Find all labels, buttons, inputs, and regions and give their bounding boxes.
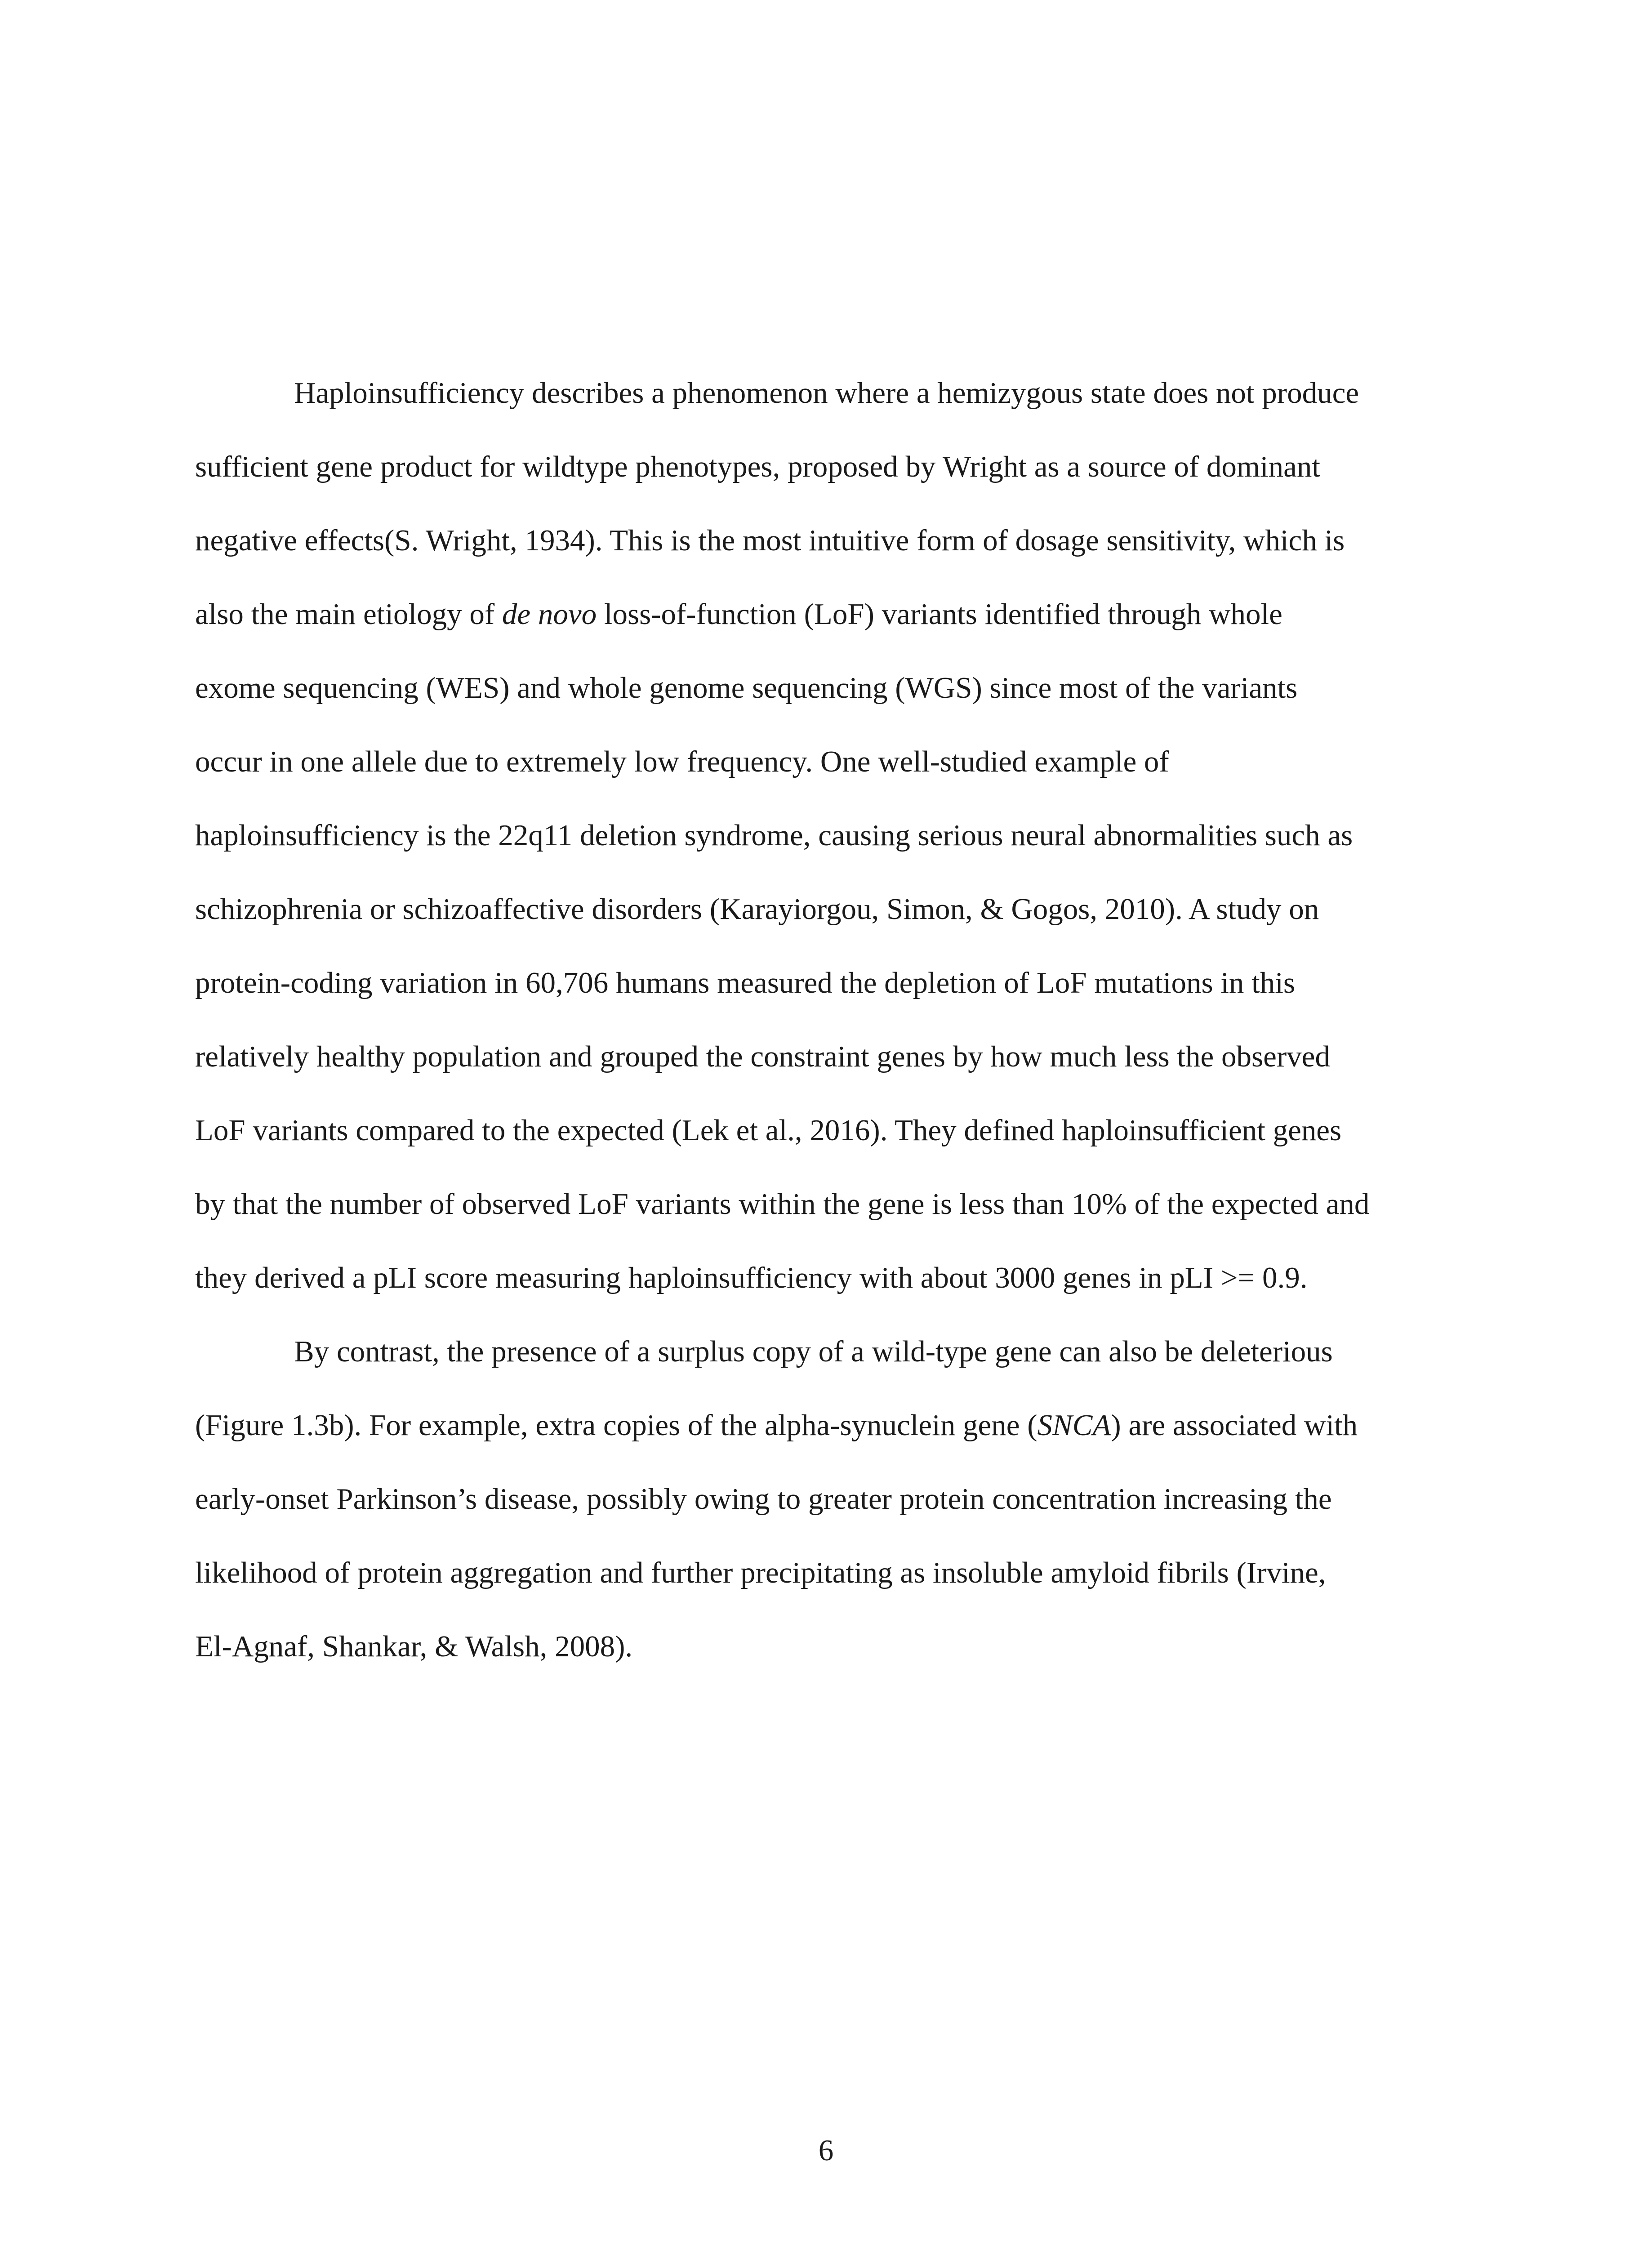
italic-gene-symbol: SNCA xyxy=(1037,1409,1111,1442)
body-text xyxy=(195,356,1457,1683)
paragraph-1-line-12: by that the number of observed LoF variants within the gene is less than 10% of the expected and xyxy=(195,1187,1370,1221)
paragraph-1-line-9: protein-coding variation in 60,706 humans measured the depletion of LoF mutations in this xyxy=(195,966,1295,999)
paragraph-1-line-8: schizophrenia or schizoaffective disorders (Karayiorgou, Simon, & Gogos, 2010). A study on xyxy=(195,892,1319,926)
paragraph-1-line-6: occur in one allele due to extremely low frequency. One well-studied example of xyxy=(195,745,1169,778)
paragraph-2-line-1: By contrast, the presence of a surplus copy of a wild-type gene can also be deleterious xyxy=(294,1335,1333,1368)
paragraph-1-line-3: negative effects(S. Wright, 1934). This is the most intuitive form of dosage sensitivity, which is xyxy=(195,524,1345,557)
page-number: 6 xyxy=(818,2134,834,2167)
paragraph-2-line-2: (Figure 1.3b). For example, extra copies of the alpha-synuclein gene (SNCA) are associated with xyxy=(195,1409,1358,1442)
paragraph-1-line-2: sufficient gene product for wildtype phenotypes, proposed by Wright as a source of dominant xyxy=(195,450,1321,483)
paragraph-2-line-3: early-onset Parkinson’s disease, possibly owing to greater protein concentration increasing the xyxy=(195,1482,1332,1516)
paragraph-1-line-11: LoF variants compared to the expected (Lek et al., 2016). They defined haploinsufficient genes xyxy=(195,1114,1342,1147)
paragraph-1-line-5: exome sequencing (WES) and whole genome sequencing (WGS) since most of the variants xyxy=(195,671,1298,705)
paragraph-1-line-1: Haploinsufficiency describes a phenomenon where a hemizygous state does not produce xyxy=(294,376,1359,410)
paragraph-2-line-5: El-Agnaf, Shankar, & Walsh, 2008). xyxy=(195,1630,633,1663)
paragraph-1-line-10: relatively healthy population and grouped the constraint genes by how much less the observed xyxy=(195,1040,1330,1073)
paragraph-1-line-7: haploinsufficiency is the 22q11 deletion syndrome, causing serious neural abnormalities such as xyxy=(195,819,1353,852)
paragraph-2-line-4: likelihood of protein aggregation and further precipitating as insoluble amyloid fibrils (Irvine, xyxy=(195,1556,1326,1589)
paragraph-1-line-13: they derived a pLI score measuring haploinsufficiency with about 3000 genes in pLI >= 0.9. xyxy=(195,1261,1308,1294)
paragraph-1-line-4: also the main etiology of de novo loss-of-function (LoF) variants identified through whole xyxy=(195,598,1282,631)
italic-term: de novo xyxy=(502,598,597,631)
